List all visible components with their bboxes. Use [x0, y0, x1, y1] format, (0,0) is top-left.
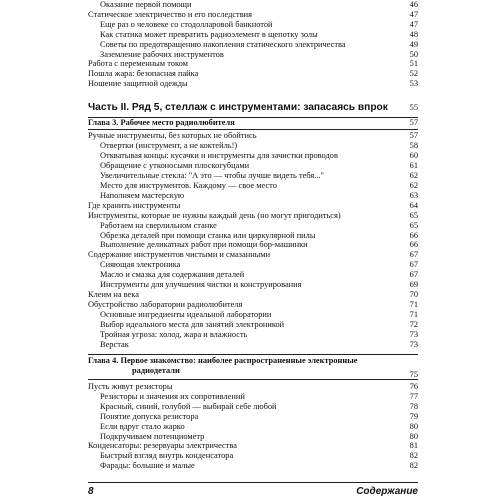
toc-entry-page: 80 [409, 431, 418, 441]
toc-entry [88, 240, 418, 250]
toc-entry-title: Заземление рабочих инструментов [100, 49, 224, 59]
toc-entry-title: Работа с переменным током [88, 59, 188, 69]
toc-entry-page: 63 [409, 190, 418, 200]
toc-entry-page: 71 [409, 300, 418, 310]
chapter3-page: 57 [409, 118, 418, 127]
toc-entry-page: 57 [409, 131, 418, 140]
toc-entry-title: Советы по предотвращению накопления статического электричества [100, 39, 346, 49]
toc-entry-page: 80 [409, 421, 418, 431]
toc-entry [88, 382, 418, 392]
toc-entry [88, 40, 418, 50]
toc-entry-title: Понятие допуска резистора [100, 411, 199, 421]
chapter4-heading [88, 356, 418, 379]
toc-entry-title: Наполняем мастерскую [100, 190, 185, 200]
toc-entry [88, 422, 418, 432]
toc-entry [88, 30, 418, 40]
toc-entry-page: 51 [409, 59, 418, 69]
toc-entry [88, 441, 418, 451]
toc-entry-page: 81 [409, 441, 418, 451]
toc-entry-page: 47 [409, 9, 418, 19]
toc-page [88, 0, 418, 500]
page-footer [88, 486, 418, 497]
toc-entry [88, 260, 418, 270]
chapter3-title: Глава 3. Рабочее место радиолюбителя [88, 118, 235, 127]
footer-section-title: Содержание [356, 486, 418, 497]
toc-entry [88, 432, 418, 442]
toc-entry-page: 77 [409, 391, 418, 401]
toc-entry-title: Ручные инструменты, без которых не обойтись [88, 131, 257, 140]
toc-entry [88, 151, 418, 161]
toc-entry [88, 290, 418, 300]
toc-entry-page: 67 [409, 270, 418, 280]
toc-entry-title: Красный, синий, голубой — выбирай себе любой [100, 401, 277, 411]
toc-entry [88, 402, 418, 412]
toc-entry [88, 10, 418, 20]
toc-entry-page: 52 [409, 69, 418, 79]
toc-entry-title: Инструменты для улучшения чистки и конструирования [100, 280, 302, 290]
toc-entry-title: Инструменты, которые не нужны каждый день (но могут пригодиться) [88, 210, 341, 220]
toc-entry-title: Клеим на века [88, 290, 139, 300]
toc-entry-title: Ношение защитной одежды [88, 79, 188, 89]
toc-entry [88, 0, 418, 10]
toc-entry-title: Отвертки (инструмент, а не коктейль!) [100, 140, 238, 150]
toc-entry [88, 69, 418, 79]
toc-entry-page: 65 [409, 210, 418, 220]
toc-entry-title: Оказание первой помощи [100, 0, 192, 9]
toc-entry-page: 46 [409, 0, 418, 9]
toc-entry-title: Где хранить инструменты [88, 200, 181, 210]
toc-entry [88, 191, 418, 201]
toc-entry-title: Откватывая концы: кусачки и инструменты для зачистки проводов [100, 150, 338, 160]
toc-entry-page: 60 [409, 150, 418, 160]
toc-entry-title: Обрезка деталей при помощи станка или циркулярной пилы [100, 230, 316, 240]
toc-entry-page: 50 [409, 49, 418, 59]
toc-entry-title: Место для инструментов. Каждому — свое место [100, 180, 277, 190]
chapter4-page: 75 [409, 370, 418, 379]
toc-entry [88, 161, 418, 171]
toc-entry-title: Резисторы и значения их сопротивлений [100, 391, 245, 401]
toc-entry [88, 280, 418, 290]
part-title: Часть II. Ряд 5, стеллаж с инструментами: запасаясь впрок [88, 102, 388, 113]
chapter4-rule-bottom [88, 379, 418, 380]
toc-entry [88, 250, 418, 260]
toc-entry-title: Сияющая электроника [100, 260, 181, 270]
toc-entry-title: Еще раз о человеке со стодолларовой банкнотой [100, 19, 273, 29]
toc-entry-title: Пошла жара: безопасная пайка [88, 69, 199, 79]
toc-entry-title: Работаем на сверлильном станке [100, 220, 217, 230]
toc-entry-page: 67 [409, 250, 418, 260]
toc-entry [88, 461, 418, 471]
toc-entry-page: 62 [409, 180, 418, 190]
toc-entry-page: 47 [409, 19, 418, 29]
toc-entry [88, 270, 418, 280]
footer-rule [88, 482, 418, 483]
toc-entry-page: 62 [409, 170, 418, 180]
toc-entry [88, 310, 418, 320]
chapter4-title-line2: радиодетали [132, 366, 180, 375]
toc-entry [88, 141, 418, 151]
toc-entry [88, 211, 418, 221]
toc-entry-title: Быстрый взгляд внутрь конденсатора [100, 451, 234, 461]
toc-entry-page: 67 [409, 260, 418, 270]
toc-entry [88, 392, 418, 402]
toc-entry [88, 231, 418, 241]
toc-entry-title: Как статика может превратить радиоэлемент в щепотку золы [100, 29, 318, 39]
toc-entry-title: Обустройство лаборатории радиолюбителя [88, 300, 243, 310]
toc-entry-page: 82 [409, 461, 418, 471]
toc-entry-page: 65 [409, 220, 418, 230]
toc-entry-page: 70 [409, 290, 418, 300]
toc-entry-title: Пусть живут резисторы [88, 382, 173, 391]
toc-entry-page: 53 [409, 79, 418, 89]
toc-entry [88, 412, 418, 422]
toc-entry-page: 49 [409, 39, 418, 49]
chapter3-rule-bottom [88, 129, 418, 130]
toc-entry [88, 59, 418, 69]
toc-entry-title: Основные ингредиенты идеальной лаборатории [100, 310, 272, 320]
toc-entry [88, 221, 418, 231]
toc-entry-title: Если вдруг стало жарко [100, 421, 185, 431]
toc-entry-title: Фарады: большие и малые [100, 461, 195, 471]
toc-entry-title: Увеличительные стекла: "А это — чтобы лучше видеть тебя..." [100, 170, 324, 180]
toc-entry-title: Подкручиваем потенциометр [100, 431, 205, 441]
toc-entry-title: Масло и смазка для содержания деталей [100, 270, 245, 280]
toc-entry-page: 72 [409, 320, 418, 330]
toc-entry-title: Верстак [100, 339, 129, 349]
toc-entry-title: Выбор идеального места для занятий электроникой [100, 320, 285, 330]
toc-entry-page: 66 [409, 230, 418, 240]
toc-entry [88, 181, 418, 191]
chapter4-title-line1: Глава 4. Первое знакомство: наиболее распространенные электронные [88, 356, 358, 365]
toc-entry-title: Выполнение деликатных работ при помощи бор-машинки [100, 240, 308, 250]
toc-entry-page: 48 [409, 29, 418, 39]
toc-entry-page: 61 [409, 160, 418, 170]
toc-entry [88, 340, 418, 350]
toc-entry-page: 71 [409, 310, 418, 320]
toc-entry [88, 20, 418, 30]
toc-entry-page: 66 [409, 240, 418, 250]
toc-entry [88, 451, 418, 461]
chapter4-rule-top [88, 354, 418, 355]
toc-entry [88, 79, 418, 89]
toc-entry [88, 330, 418, 340]
toc-entry-title: Обращение с утконосыми плоскогубцами [100, 160, 250, 170]
toc-entry [88, 131, 418, 141]
toc-entry-page: 64 [409, 200, 418, 210]
toc-entry-page: 79 [409, 411, 418, 421]
toc-entry-title: Статическое электричество и его последствия [88, 9, 253, 19]
toc-entry [88, 171, 418, 181]
toc-entry-page: 78 [409, 401, 418, 411]
toc-entry-title: Конденсаторы: резервуары электричества [88, 441, 237, 451]
toc-entry-page: 73 [409, 339, 418, 349]
part-page: 55 [409, 103, 418, 112]
toc-entry-page: 58 [409, 140, 418, 150]
footer-page-number: 8 [88, 486, 94, 497]
toc-entry-title: Тройная угроза: холод, жара и влажность [100, 330, 248, 339]
toc-entry-page: 82 [409, 451, 418, 461]
toc-entry-page: 73 [409, 330, 418, 339]
toc-entry [88, 300, 418, 310]
toc-entry [88, 201, 418, 211]
toc-entry [88, 320, 418, 330]
toc-entry-page: 76 [409, 382, 418, 391]
part-heading [88, 102, 418, 113]
toc-entry-page: 69 [409, 280, 418, 290]
chapter3-heading [88, 118, 418, 128]
toc-entry [88, 50, 418, 60]
toc-entry-title: Содержание инструментов чистыми и смазанными [88, 250, 271, 260]
